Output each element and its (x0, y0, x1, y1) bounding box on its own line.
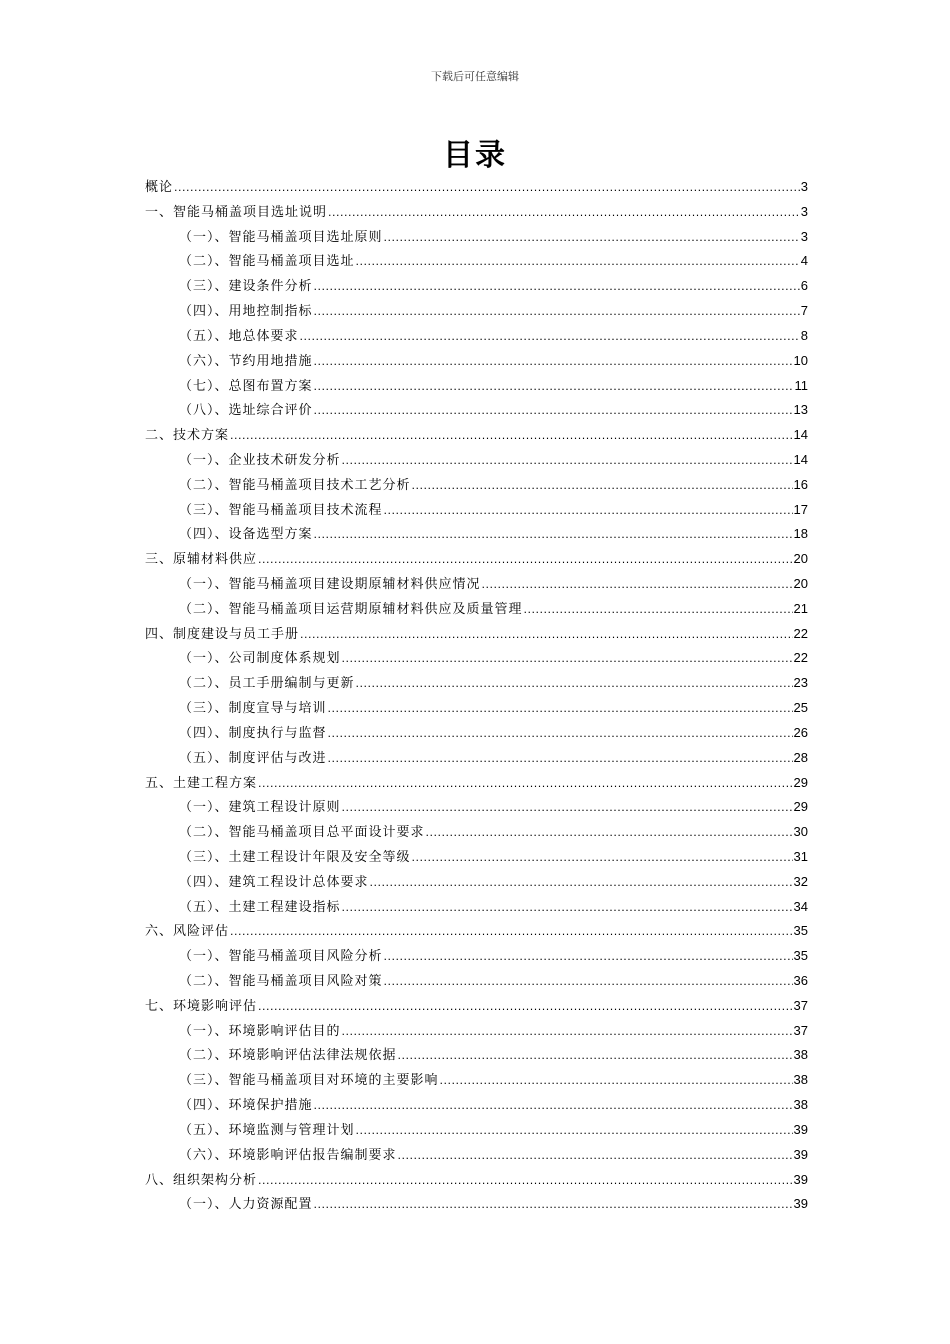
toc-leader-dots (328, 722, 793, 747)
toc-entry-page: 38 (793, 1097, 808, 1113)
toc-entry[interactable] (145, 1068, 808, 1093)
toc-entry-page: 8 (800, 327, 808, 343)
toc-leader-dots (342, 1020, 793, 1045)
toc-entry[interactable] (145, 274, 808, 299)
toc-entry-page: 4 (800, 253, 808, 269)
toc-entry-label: （四）、用地控制指标 (179, 304, 313, 320)
toc-entry[interactable] (145, 498, 808, 523)
toc-entry[interactable] (145, 944, 808, 969)
toc-entry[interactable] (145, 795, 808, 820)
toc-entry-label: （四）、设备选型方案 (179, 527, 313, 543)
toc-entry-label: （四）、环境保护措施 (179, 1098, 313, 1114)
toc-entry-label: （五）、地总体要求 (179, 328, 299, 344)
toc-entry[interactable] (145, 448, 808, 473)
toc-entry-page: 20 (793, 576, 808, 591)
toc-entry-label: （七）、总图布置方案 (179, 378, 313, 394)
toc-entry-page: 31 (793, 848, 808, 864)
toc-leader-dots (356, 1119, 793, 1144)
toc-entry-page: 28 (793, 749, 808, 765)
toc-entry-label: （二）、智能马桶盖项目风险对策 (179, 974, 383, 989)
toc-entry[interactable] (145, 398, 808, 423)
toc-entry-page: 22 (793, 625, 808, 641)
toc-entry-label: （二）、智能马桶盖项目技术工艺分析 (179, 477, 411, 493)
toc-entry-label: （二）、员工手册编制与更新 (179, 676, 355, 692)
toc-entry-label: （一）、公司制度体系规划 (179, 651, 341, 667)
toc-entry[interactable] (145, 820, 808, 845)
toc-entry-label: 七、环境影响评估 (145, 998, 258, 1014)
toc-entry[interactable] (145, 845, 808, 870)
toc-entry-label: 四、制度建设与员工手册 (145, 626, 300, 642)
toc-entry-page: 21 (793, 600, 808, 616)
toc-leader-dots (384, 945, 793, 970)
toc-entry-page: 38 (793, 1047, 808, 1063)
table-of-contents (145, 175, 808, 1217)
toc-leader-dots (314, 1193, 793, 1218)
toc-entry[interactable] (145, 547, 808, 572)
toc-entry-page: 6 (800, 278, 808, 294)
toc-entry-page: 3 (800, 203, 808, 219)
toc-leader-dots (412, 846, 793, 871)
toc-leader-dots (342, 896, 793, 921)
toc-leader-dots (300, 623, 793, 648)
toc-entry[interactable] (145, 522, 808, 547)
toc-entry[interactable] (145, 1143, 808, 1168)
page-title: 目录 (443, 138, 507, 173)
toc-entry-page: 35 (793, 948, 808, 964)
toc-entry-page: 20 (793, 551, 808, 567)
toc-leader-dots (356, 250, 800, 275)
toc-entry-label: （六）、节约用地措施 (179, 353, 313, 369)
toc-entry-label: （一）、人力资源配置 (179, 1197, 313, 1213)
toc-entry-page: 39 (793, 1196, 808, 1212)
toc-entry-page: 39 (793, 1146, 808, 1162)
toc-entry-page: 29 (793, 774, 808, 790)
toc-entry[interactable] (145, 1093, 808, 1118)
toc-entry-label: 八、组织架构分析 (145, 1172, 258, 1188)
toc-leader-dots (398, 1144, 793, 1169)
toc-entry-page: 26 (793, 724, 808, 740)
toc-entry-page: 34 (793, 898, 808, 914)
toc-entry[interactable] (145, 1168, 808, 1193)
toc-leader-dots (258, 1169, 793, 1194)
toc-entry[interactable] (145, 969, 808, 994)
toc-entry-page: 39 (793, 1171, 808, 1187)
toc-leader-dots (482, 573, 793, 598)
toc-entry-label: （二）、智能马桶盖项目总平面设计要求 (179, 825, 425, 841)
toc-leader-dots (440, 1069, 793, 1094)
toc-leader-dots (314, 275, 800, 300)
toc-entry-page: 16 (793, 476, 808, 492)
toc-leader-dots (384, 970, 793, 995)
toc-leader-dots (384, 226, 800, 251)
toc-entry-label: 三、原辅材料供应 (145, 552, 258, 568)
toc-entry-label: （一）、建筑工程设计原则 (179, 800, 341, 816)
toc-entry-page: 11 (794, 377, 808, 393)
toc-entry-label: 六、风险评估 (145, 924, 230, 940)
toc-entry-page: 37 (793, 1022, 808, 1038)
toc-entry-label: （四）、建筑工程设计总体要求 (179, 874, 369, 890)
toc-leader-dots (342, 449, 793, 474)
toc-leader-dots (314, 350, 793, 375)
toc-entry-label: （一）、智能马桶盖项目风险分析 (179, 949, 383, 965)
toc-leader-dots (300, 325, 800, 350)
toc-entry[interactable] (145, 473, 808, 498)
toc-leader-dots (314, 1094, 793, 1119)
toc-leader-dots (524, 598, 793, 623)
toc-entry-page: 22 (793, 650, 808, 666)
toc-entry-page: 18 (793, 526, 808, 542)
toc-entry[interactable] (145, 299, 808, 324)
toc-entry-page: 32 (793, 873, 808, 889)
toc-entry-page: 17 (793, 501, 808, 517)
toc-entry-page: 38 (793, 1072, 808, 1088)
toc-leader-dots (314, 523, 793, 548)
toc-entry-page: 10 (793, 352, 808, 368)
toc-entry-page: 23 (793, 675, 808, 691)
toc-leader-dots (370, 871, 793, 896)
toc-entry[interactable] (145, 696, 808, 721)
toc-entry[interactable] (145, 919, 808, 944)
toc-entry-label: （三）、制度宣导与培训 (179, 701, 327, 717)
toc-entry-label: （五）、环境监测与管理计划 (179, 1122, 355, 1138)
toc-leader-dots (328, 747, 793, 772)
toc-entry-label: （三）、智能马桶盖项目对环境的主要影响 (179, 1073, 439, 1089)
toc-leader-dots (328, 201, 800, 226)
toc-entry-page: 35 (793, 923, 808, 939)
toc-entry-label: 五、土建工程方案 (145, 775, 258, 791)
toc-entry[interactable] (145, 870, 808, 895)
toc-entry-label: （三）、土建工程设计年限及安全等级 (179, 849, 411, 865)
toc-leader-dots (384, 499, 793, 524)
toc-leader-dots (258, 995, 793, 1020)
toc-entry-page: 36 (793, 973, 808, 988)
toc-entry-page: 13 (793, 402, 808, 418)
toc-leader-dots (314, 399, 793, 424)
toc-entry-label: （八）、选址综合评价 (179, 403, 313, 419)
toc-entry-label: （二）、环境影响评估法律法规依据 (179, 1048, 397, 1064)
toc-entry[interactable] (145, 994, 808, 1019)
toc-entry[interactable] (145, 597, 808, 622)
toc-entry-page: 29 (793, 799, 808, 815)
toc-entry-label: 概论 (145, 180, 174, 195)
toc-entry[interactable] (145, 1043, 808, 1068)
toc-entry[interactable] (145, 374, 808, 399)
toc-entry-page: 7 (800, 303, 808, 319)
toc-entry-page: 39 (793, 1121, 808, 1137)
toc-entry-page: 30 (793, 824, 808, 840)
toc-entry-label: （二）、智能马桶盖项目运营期原辅材料供应及质量管理 (179, 601, 523, 617)
toc-entry-label: （一）、智能马桶盖项目建设期原辅材料供应情况 (179, 577, 481, 592)
header-note: 下载后可任意编辑 (431, 70, 519, 83)
toc-leader-dots (258, 772, 793, 797)
toc-entry[interactable] (145, 721, 808, 746)
toc-entry[interactable] (145, 1118, 808, 1143)
toc-leader-dots (426, 821, 793, 846)
toc-entry[interactable] (145, 572, 808, 597)
toc-entry[interactable] (145, 671, 808, 696)
toc-entry-page: 25 (793, 700, 808, 716)
toc-leader-dots (314, 300, 800, 325)
toc-leader-dots (230, 920, 793, 945)
toc-entry[interactable] (145, 249, 808, 274)
toc-leader-dots (398, 1044, 793, 1069)
toc-entry[interactable] (145, 746, 808, 771)
toc-entry-label: （五）、土建工程建设指标 (179, 899, 341, 915)
toc-leader-dots (328, 697, 793, 722)
toc-entry[interactable] (145, 895, 808, 920)
toc-leader-dots (342, 647, 793, 672)
toc-entry[interactable] (145, 1192, 808, 1217)
toc-entry[interactable] (145, 423, 808, 448)
toc-entry-label: 二、技术方案 (145, 428, 230, 444)
toc-entry-label: （二）、智能马桶盖项目选址 (179, 254, 355, 270)
toc-entry-page: 3 (800, 228, 808, 244)
toc-entry-label: （三）、建设条件分析 (179, 279, 313, 295)
toc-entry[interactable] (145, 1019, 808, 1044)
toc-entry-label: （一）、智能马桶盖项目选址原则 (179, 229, 383, 245)
toc-entry-page: 3 (800, 179, 808, 194)
toc-entry[interactable] (145, 349, 808, 374)
toc-entry-label: 一、智能马桶盖项目选址说明 (145, 204, 328, 220)
toc-entry-label: （一）、环境影响评估目的 (179, 1023, 341, 1039)
toc-leader-dots (314, 375, 794, 400)
toc-entry[interactable] (145, 175, 808, 200)
toc-entry-label: （三）、智能马桶盖项目技术流程 (179, 502, 383, 518)
toc-leader-dots (342, 796, 793, 821)
toc-leader-dots (412, 474, 793, 499)
toc-entry-label: （六）、环境影响评估报告编制要求 (179, 1147, 397, 1163)
toc-entry-label: （五）、制度评估与改进 (179, 750, 327, 766)
toc-entry-label: （四）、制度执行与监督 (179, 725, 327, 741)
toc-entry[interactable] (145, 225, 808, 250)
toc-entry[interactable] (145, 646, 808, 671)
toc-leader-dots (258, 548, 793, 573)
toc-leader-dots (230, 424, 793, 449)
toc-entry[interactable] (145, 771, 808, 796)
toc-leader-dots (356, 672, 793, 697)
toc-entry[interactable] (145, 200, 808, 225)
toc-entry-page: 14 (793, 427, 808, 443)
toc-entry[interactable] (145, 622, 808, 647)
toc-leader-dots (174, 176, 800, 201)
toc-entry-page: 14 (793, 451, 808, 467)
toc-entry-page: 37 (793, 997, 808, 1013)
toc-entry[interactable] (145, 324, 808, 349)
toc-entry-label: （一）、企业技术研发分析 (179, 452, 341, 468)
